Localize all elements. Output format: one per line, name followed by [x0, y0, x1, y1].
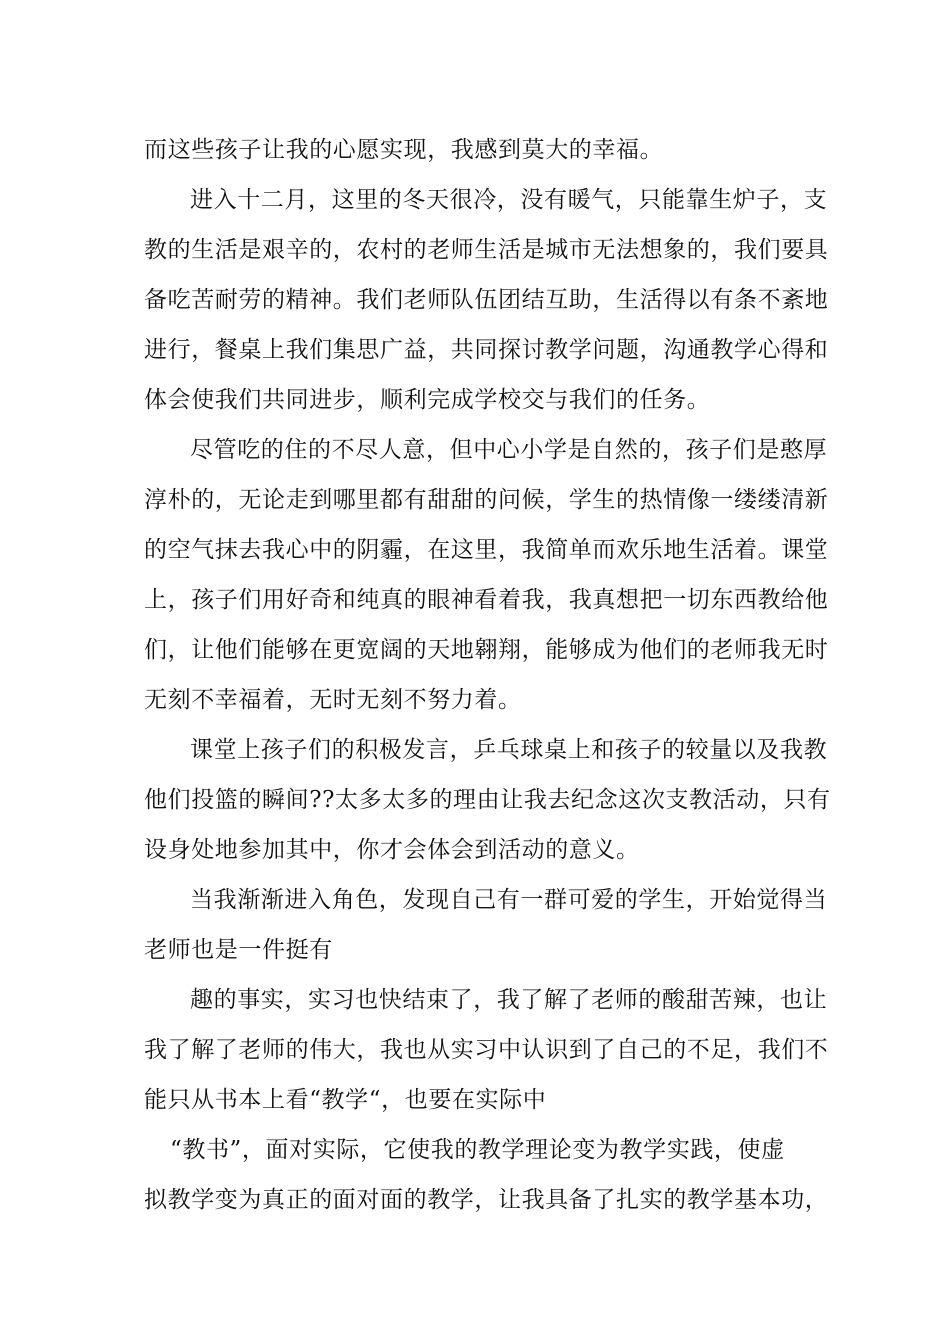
text-line: “教书”，面对实际，它使我的教学理论变为教学实践，使虚	[170, 1137, 785, 1163]
text-line: 们，让他们能够在更宽阔的天地翱翔，能够成为他们的老师我无时	[144, 637, 829, 663]
text-line: 我了解了老师的伟大，我也从实习中认识到了自己的不足，我们不	[144, 1037, 829, 1063]
text-line: 进行，餐桌上我们集思广益，共同探讨教学问题，沟通教学心得和	[144, 337, 829, 363]
text-line: 尽管吃的住的不尽人意，但中心小学是自然的，孩子们是憨厚	[190, 437, 828, 463]
text-line: 拟教学变为真正的面对面的教学，让我具备了扎实的教学基本功，	[144, 1187, 829, 1213]
text-line: 当我渐渐进入角色，发现自己有一群可爱的学生，开始觉得当	[190, 887, 828, 913]
text-line: 而这些孩子让我的心愿实现，我感到莫大的幸福。	[144, 137, 664, 163]
text-line: 趣的事实，实习也快结束了，我了解了老师的酸甜苦辣，也让	[190, 987, 828, 1013]
text-line: 老师也是一件挺有	[144, 937, 333, 963]
text-line: 体会使我们共同进步，顺利完成学校交与我们的任务。	[144, 387, 711, 413]
text-line: 他们投篮的瞬间??太多太多的理由让我去纪念这次支教活动，只有	[144, 787, 831, 813]
text-line: 能只从书本上看“教学“，也要在实际中	[144, 1087, 547, 1113]
text-line: 的空气抹去我心中的阴霾，在这里，我简单而欢乐地生活着。课堂	[144, 537, 829, 563]
text-line: 进入十二月，这里的冬天很冷，没有暖气，只能靠生炉子，支	[190, 187, 828, 213]
text-line: 无刻不幸福着，无时无刻不努力着。	[144, 687, 522, 713]
text-line: 教的生活是艰辛的，农村的老师生活是城市无法想象的，我们要具	[144, 237, 829, 263]
text-line: 上，孩子们用好奇和纯真的眼神看着我，我真想把一切东西教给他	[144, 587, 829, 613]
text-line: 淳朴的，无论走到哪里都有甜甜的问候，学生的热情像一缕缕清新	[144, 487, 829, 513]
text-line: 备吃苦耐劳的精神。我们老师队伍团结互助，生活得以有条不紊地	[144, 287, 829, 313]
text-line: 课堂上孩子们的积极发言，乒乓球桌上和孩子的较量以及我教	[190, 737, 828, 763]
text-line: 设身处地参加其中，你才会体会到活动的意义。	[144, 837, 640, 863]
